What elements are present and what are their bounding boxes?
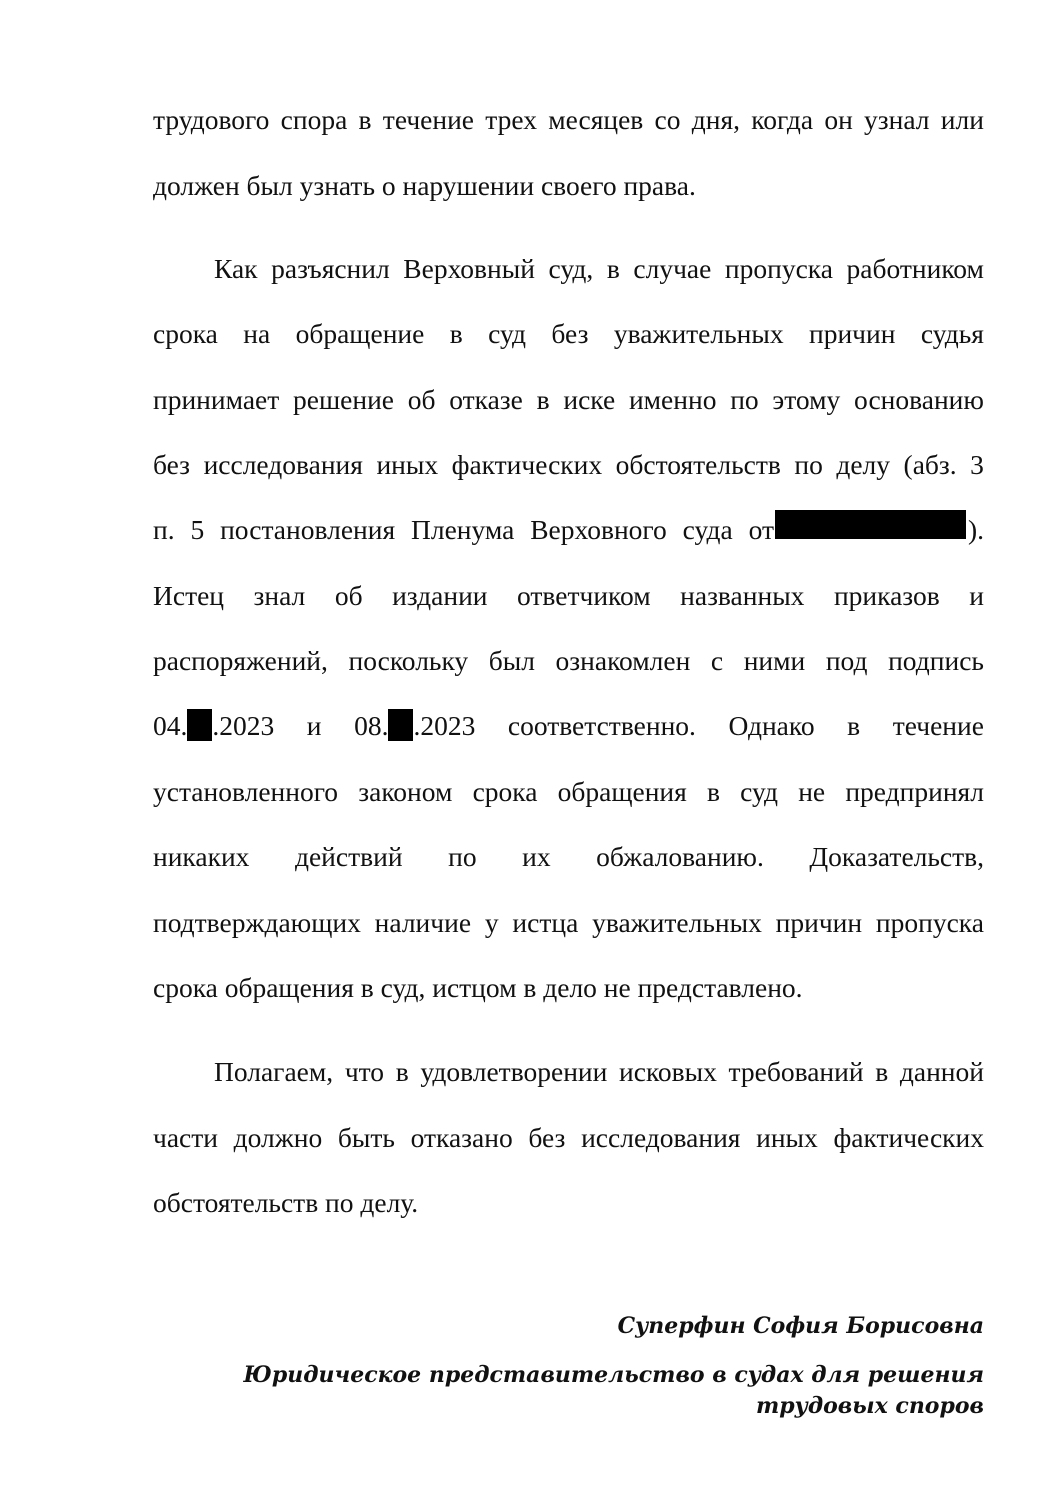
text-line (153, 772, 984, 812)
text-word: причин (809, 318, 896, 349)
text-word: суд (488, 318, 526, 349)
text-word: когда (751, 104, 814, 135)
text-word: обжалованию. (596, 841, 764, 872)
text-word: действий (294, 841, 403, 872)
text-line (153, 510, 984, 550)
text-word: иных (376, 449, 439, 480)
date-suffix: .2023 (413, 710, 476, 741)
text-word: названных (680, 580, 805, 611)
text-word: работником (846, 253, 984, 284)
text-word: месяцев (548, 104, 644, 135)
text-word: под (825, 645, 868, 676)
text-word: данной (899, 1056, 984, 1087)
text-word: или (940, 104, 984, 135)
text-word: уважительных (613, 318, 784, 349)
text-word: Однако (728, 710, 815, 741)
text-word: никаких (153, 841, 250, 872)
conjunction: и (306, 710, 322, 741)
text-word: в (847, 710, 861, 741)
date-suffix: .2023 (212, 710, 275, 741)
text-word: поскольку (348, 645, 469, 676)
text-word: предпринял (845, 776, 984, 807)
text-word: разъяснил (271, 253, 390, 284)
text-word: 5 (190, 514, 205, 545)
text-word: без (551, 318, 589, 349)
text-line (153, 641, 984, 681)
text-line (153, 100, 984, 140)
text-word: принимает (153, 384, 280, 415)
text-word: их (522, 841, 551, 872)
text-word: течение (382, 104, 475, 135)
redacted-month-block (187, 709, 212, 741)
text-word: наличие (374, 907, 472, 938)
text-line (153, 706, 984, 746)
text-word: иных (756, 1122, 818, 1153)
text-word: и (969, 580, 984, 611)
text-word: законом (358, 776, 453, 807)
text-word: без (153, 449, 191, 480)
text-word: в (395, 1056, 409, 1087)
text-word: истца (512, 907, 579, 938)
text-word: не (798, 776, 826, 807)
text-word: от (748, 514, 774, 545)
text-word: Полагаем, (214, 1056, 334, 1087)
text-word: Верховный (403, 253, 535, 284)
text-word: части (153, 1122, 218, 1153)
text-word: с (710, 645, 724, 676)
text-word: Доказательств, (809, 841, 984, 872)
date-prefix: 04. (153, 710, 188, 741)
text-word: обращения (557, 776, 687, 807)
text-word: уважительных (592, 907, 762, 938)
text-word: (абз. (903, 449, 957, 480)
redacted-month-block (388, 709, 413, 741)
text-word: по (730, 384, 759, 415)
text-word: в (706, 776, 720, 807)
text-word: пропуска (875, 907, 984, 938)
text-word: Пленума (411, 514, 515, 545)
text-word: в (536, 384, 550, 415)
text-word: в (875, 1056, 889, 1087)
text-word: установленного (153, 776, 339, 807)
text-word: срока (472, 776, 538, 807)
text-word: в (449, 318, 463, 349)
text-line: должен был узнать о нарушении своего права. (153, 170, 696, 201)
text-word: подпись (888, 645, 984, 676)
text-word: узнал (864, 104, 930, 135)
text-word: по (794, 449, 823, 480)
text-word: ознакомлен (555, 645, 691, 676)
text-word: удовлетворении (420, 1056, 608, 1087)
signature-name: Суперфин София Борисовна (617, 1313, 984, 1339)
text-word: решение (293, 384, 394, 415)
text-word: судья (920, 318, 984, 349)
text-word: основанию (854, 384, 984, 415)
text-word: об (334, 580, 363, 611)
text-word: приказов (833, 580, 940, 611)
text-word: этому (772, 384, 841, 415)
text-word: исследования (203, 449, 363, 480)
text-word: по (448, 841, 477, 872)
text-word: трудового (153, 104, 270, 135)
text-word: соответственно. (507, 710, 696, 741)
text-word: обращение (295, 318, 425, 349)
text-word: дня, (691, 104, 740, 135)
text-word: причин (775, 907, 863, 938)
text-fragment: ). (967, 514, 984, 545)
text-line (214, 249, 984, 289)
text-word: отказе (449, 384, 523, 415)
text-word: со (654, 104, 681, 135)
text-word: издании (392, 580, 488, 611)
text-word: Истец (153, 580, 225, 611)
text-word: иске (563, 384, 616, 415)
text-word: отказано (410, 1122, 513, 1153)
text-line (214, 1052, 984, 1092)
text-line (153, 576, 984, 616)
text-word: об (407, 384, 436, 415)
text-line (153, 314, 984, 354)
text-word: что (344, 1056, 385, 1087)
text-word: у (484, 907, 499, 938)
text-line (153, 380, 984, 420)
text-word: должно (233, 1122, 323, 1153)
text-word: на (243, 318, 271, 349)
redacted-date-block (775, 510, 966, 539)
text-word: суд (740, 776, 779, 807)
text-word: течение (892, 710, 984, 741)
text-word: исковых (619, 1056, 717, 1087)
text-word: требований (728, 1056, 864, 1087)
text-word: знал (253, 580, 306, 611)
text-word: фактических (451, 449, 603, 480)
date-prefix: 08. (354, 710, 389, 741)
text-word: Как (214, 253, 258, 284)
text-word: трех (485, 104, 537, 135)
text-word: в (606, 253, 620, 284)
text-word: в (358, 104, 372, 135)
text-word: суда (682, 514, 733, 545)
text-line (153, 903, 984, 943)
text-word: обстоятельств (615, 449, 781, 480)
text-word: фактических (833, 1122, 984, 1153)
text-word: именно (628, 384, 717, 415)
text-word: спора (280, 104, 348, 135)
text-word: распоряжений, (153, 645, 328, 676)
signature-title-line2: трудовых споров (756, 1393, 984, 1419)
text-word: делу (836, 449, 891, 480)
text-line: срока обращения в суд, истцом в дело не представлено. (153, 972, 803, 1003)
text-word: Верховного (530, 514, 667, 545)
text-word: 3 (970, 449, 984, 480)
text-word: был (488, 645, 535, 676)
text-word: ними (743, 645, 806, 676)
text-words (153, 510, 774, 550)
text-word: п. (153, 514, 175, 545)
text-line: обстоятельств по делу. (153, 1187, 419, 1218)
text-word: пропуска (724, 253, 833, 284)
text-word: без (528, 1122, 566, 1153)
text-word: постановления (220, 514, 396, 545)
text-word: подтверждающих (153, 907, 361, 938)
text-word: срока (153, 318, 218, 349)
text-line (153, 837, 984, 877)
signature-title-line1: Юридическое представительство в судах для решения (243, 1362, 984, 1388)
text-word: случае (633, 253, 712, 284)
text-word: суд, (548, 253, 594, 284)
text-word: исследования (581, 1122, 741, 1153)
text-word: он (824, 104, 853, 135)
text-word: ответчиком (517, 580, 651, 611)
text-word: быть (337, 1122, 395, 1153)
text-line (153, 445, 984, 485)
text-line (153, 1118, 984, 1158)
